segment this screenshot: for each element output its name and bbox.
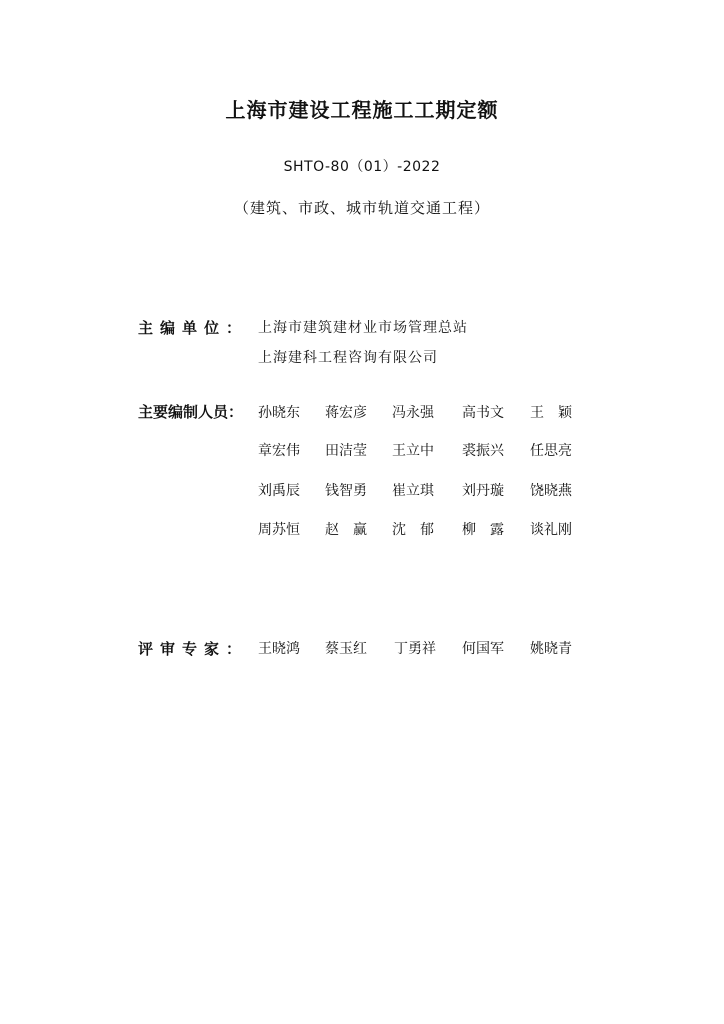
document-subtitle: （建筑、市政、城市轨道交通工程） xyxy=(233,199,490,217)
reviewer-name: 何国军 xyxy=(462,641,504,657)
editor-name: 冯永强 xyxy=(392,405,434,421)
reviewer-name: 姚晓青 xyxy=(530,641,572,657)
editor-name: 裘振兴 xyxy=(462,443,504,459)
editors-row xyxy=(258,440,598,462)
editors-row xyxy=(258,402,598,424)
editor-name: 谈礼刚 xyxy=(530,522,572,538)
reviewers-label: 评审专家： xyxy=(138,640,249,658)
editor-name: 刘丹璇 xyxy=(462,483,504,499)
document-code: SHTO-80（01）-2022 xyxy=(283,159,441,175)
editor-name: 蒋宏彦 xyxy=(325,405,367,421)
editor-name: 钱智勇 xyxy=(325,483,367,499)
editor-unit-2: 上海建科工程咨询有限公司 xyxy=(258,350,438,366)
editor-name: 饶晓燕 xyxy=(530,483,572,499)
reviewer-name: 丁勇祥 xyxy=(394,641,436,657)
editor-name: 刘禹辰 xyxy=(258,483,300,499)
editor-name: 周苏恒 xyxy=(258,522,300,538)
reviewer-name: 王晓鸿 xyxy=(258,641,300,657)
editor-name: 任思亮 xyxy=(530,443,572,459)
reviewer-name: 蔡玉红 xyxy=(325,641,367,657)
editors-row xyxy=(258,480,598,502)
editor-name: 田洁莹 xyxy=(325,443,367,459)
editor-name: 王立中 xyxy=(392,443,434,459)
editor-name: 孙晓东 xyxy=(258,405,300,421)
reviewers-row xyxy=(258,638,598,660)
editor-name: 沈 郁 xyxy=(392,522,434,538)
editor-unit-1: 上海市建筑建材业市场管理总站 xyxy=(258,320,468,336)
editor-name: 王 颖 xyxy=(530,405,572,421)
editor-units-label: 主编单位： xyxy=(138,319,249,337)
document-title: 上海市建设工程施工工期定额 xyxy=(225,98,499,122)
editors-label: 主要编制人员： xyxy=(138,403,244,421)
editor-name: 柳 露 xyxy=(462,522,504,538)
editor-name: 章宏伟 xyxy=(258,443,300,459)
editor-name: 崔立琪 xyxy=(392,483,434,499)
editor-name: 高书文 xyxy=(462,405,504,421)
editors-row xyxy=(258,519,598,541)
editor-name: 赵 赢 xyxy=(325,522,367,538)
